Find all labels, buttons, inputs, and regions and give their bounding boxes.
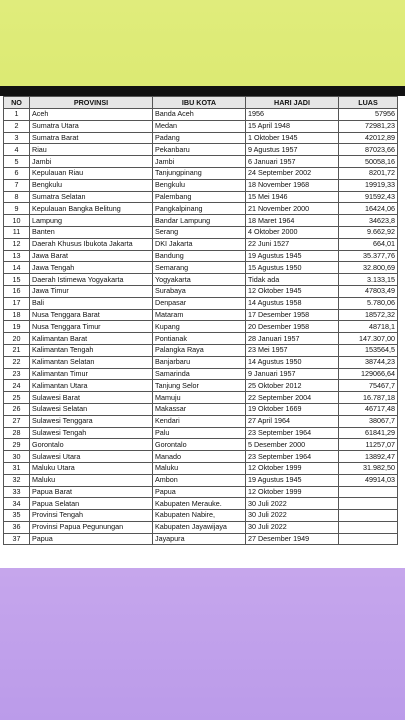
cell-hari-jadi: 19 Agustus 1945 xyxy=(246,250,339,262)
cell-provinsi: Kalimantan Selatan xyxy=(30,356,153,368)
cell-no: 3 xyxy=(4,132,30,144)
table-row xyxy=(4,203,398,215)
cell-luas: 129066,64 xyxy=(339,368,398,380)
table-row xyxy=(4,167,398,179)
cell-hari-jadi: 12 Oktober 1999 xyxy=(246,462,339,474)
table-row xyxy=(4,226,398,238)
cell-provinsi: Jawa Tengah xyxy=(30,262,153,274)
cell-provinsi: Papua Barat xyxy=(30,486,153,498)
cell-hari-jadi: 1956 xyxy=(246,109,339,121)
cell-no: 24 xyxy=(4,380,30,392)
table-row xyxy=(4,521,398,533)
cell-luas: 9.662,92 xyxy=(339,226,398,238)
cell-ibu-kota: Maluku xyxy=(153,462,246,474)
cell-hari-jadi: 9 Januari 1957 xyxy=(246,368,339,380)
cell-provinsi: Kalimantan Tengah xyxy=(30,344,153,356)
table-row xyxy=(4,191,398,203)
table-row xyxy=(4,156,398,168)
cell-luas: 34623,8 xyxy=(339,215,398,227)
table-row xyxy=(4,462,398,474)
cell-no: 5 xyxy=(4,156,30,168)
top-color-band xyxy=(0,0,405,86)
table-row xyxy=(4,262,398,274)
cell-no: 7 xyxy=(4,179,30,191)
cell-ibu-kota: Makassar xyxy=(153,403,246,415)
cell-ibu-kota: Bandar Lampung xyxy=(153,215,246,227)
cell-luas: 19919,33 xyxy=(339,179,398,191)
cell-provinsi: Provinsi Tengah xyxy=(30,510,153,522)
cell-provinsi: Maluku xyxy=(30,474,153,486)
cell-provinsi: Banten xyxy=(30,226,153,238)
cell-hari-jadi: 15 Mei 1946 xyxy=(246,191,339,203)
cell-ibu-kota: Bengkulu xyxy=(153,179,246,191)
cell-provinsi: Sulawesi Selatan xyxy=(30,403,153,415)
cell-provinsi: Kalimantan Utara xyxy=(30,380,153,392)
table-row xyxy=(4,368,398,380)
table-row xyxy=(4,179,398,191)
table-row xyxy=(4,309,398,321)
cell-no: 35 xyxy=(4,510,30,522)
cell-ibu-kota: Medan xyxy=(153,120,246,132)
cell-hari-jadi: 27 Desember 1949 xyxy=(246,533,339,545)
cell-hari-jadi: 14 Agustus 1958 xyxy=(246,297,339,309)
cell-no: 1 xyxy=(4,109,30,121)
cell-hari-jadi: 25 Oktober 2012 xyxy=(246,380,339,392)
cell-ibu-kota: Kendari xyxy=(153,415,246,427)
cell-no: 33 xyxy=(4,486,30,498)
cell-ibu-kota: Mamuju xyxy=(153,392,246,404)
cell-no: 21 xyxy=(4,344,30,356)
cell-provinsi: Bengkulu xyxy=(30,179,153,191)
cell-provinsi: Kalimantan Barat xyxy=(30,333,153,345)
cell-ibu-kota: Pekanbaru xyxy=(153,144,246,156)
cell-luas: 664,01 xyxy=(339,238,398,250)
cell-ibu-kota: Palembang xyxy=(153,191,246,203)
cell-provinsi: Kepulauan Bangka Belitung xyxy=(30,203,153,215)
cell-no: 28 xyxy=(4,427,30,439)
cell-provinsi: Sumatra Barat xyxy=(30,132,153,144)
cell-hari-jadi: 28 Januari 1957 xyxy=(246,333,339,345)
cell-provinsi: Bali xyxy=(30,297,153,309)
cell-hari-jadi: 27 April 1964 xyxy=(246,415,339,427)
cell-luas: 13892,47 xyxy=(339,451,398,463)
cell-hari-jadi: Tidak ada xyxy=(246,274,339,286)
cell-ibu-kota: Serang xyxy=(153,226,246,238)
cell-ibu-kota: Tanjungpinang xyxy=(153,167,246,179)
top-dark-bar xyxy=(0,86,405,96)
cell-provinsi: Sumatra Utara xyxy=(30,120,153,132)
cell-ibu-kota: Jayapura xyxy=(153,533,246,545)
spreadsheet xyxy=(3,96,403,568)
table-row xyxy=(4,215,398,227)
cell-ibu-kota: Kupang xyxy=(153,321,246,333)
cell-luas: 46717,48 xyxy=(339,403,398,415)
cell-no: 14 xyxy=(4,262,30,274)
cell-luas xyxy=(339,486,398,498)
cell-ibu-kota: Pontianak xyxy=(153,333,246,345)
cell-hari-jadi: 22 September 2004 xyxy=(246,392,339,404)
cell-ibu-kota: Yogyakarta xyxy=(153,274,246,286)
table-row xyxy=(4,533,398,545)
cell-no: 26 xyxy=(4,403,30,415)
cell-provinsi: Jambi xyxy=(30,156,153,168)
cell-ibu-kota: Kabupaten Merauke. xyxy=(153,498,246,510)
cell-hari-jadi: 23 Mei 1957 xyxy=(246,344,339,356)
cell-luas: 75467,7 xyxy=(339,380,398,392)
cell-no: 11 xyxy=(4,226,30,238)
cell-no: 36 xyxy=(4,521,30,533)
cell-luas: 50058,16 xyxy=(339,156,398,168)
table-row xyxy=(4,474,398,486)
table-row xyxy=(4,498,398,510)
cell-ibu-kota: Papua xyxy=(153,486,246,498)
cell-hari-jadi: 17 Desember 1958 xyxy=(246,309,339,321)
cell-no: 23 xyxy=(4,368,30,380)
table-header-row xyxy=(4,97,398,109)
cell-provinsi: Maluku Utara xyxy=(30,462,153,474)
cell-ibu-kota: DKI Jakarta xyxy=(153,238,246,250)
cell-no: 12 xyxy=(4,238,30,250)
cell-luas: 147.307,00 xyxy=(339,333,398,345)
cell-ibu-kota: Gorontalo xyxy=(153,439,246,451)
cell-hari-jadi: 19 Agustus 1945 xyxy=(246,474,339,486)
cell-ibu-kota: Ambon xyxy=(153,474,246,486)
cell-no: 8 xyxy=(4,191,30,203)
header-ibu-kota: IBU KOTA xyxy=(153,97,246,109)
cell-hari-jadi: 6 Januari 1957 xyxy=(246,156,339,168)
cell-ibu-kota: Palu xyxy=(153,427,246,439)
table-row xyxy=(4,510,398,522)
cell-ibu-kota: Manado xyxy=(153,451,246,463)
table-row xyxy=(4,297,398,309)
cell-provinsi: Sulawesi Tenggara xyxy=(30,415,153,427)
cell-no: 27 xyxy=(4,415,30,427)
cell-no: 16 xyxy=(4,285,30,297)
cell-hari-jadi: 15 April 1948 xyxy=(246,120,339,132)
cell-hari-jadi: 5 Desember 2000 xyxy=(246,439,339,451)
cell-luas: 42012,89 xyxy=(339,132,398,144)
cell-provinsi: Papua Selatan xyxy=(30,498,153,510)
cell-hari-jadi: 1 Oktober 1945 xyxy=(246,132,339,144)
cell-ibu-kota: Denpasar xyxy=(153,297,246,309)
cell-luas: 31.982,50 xyxy=(339,462,398,474)
cell-luas xyxy=(339,533,398,545)
cell-ibu-kota: Semarang xyxy=(153,262,246,274)
cell-no: 9 xyxy=(4,203,30,215)
cell-provinsi: Gorontalo xyxy=(30,439,153,451)
cell-no: 22 xyxy=(4,356,30,368)
cell-ibu-kota: Banjarbaru xyxy=(153,356,246,368)
table-row xyxy=(4,451,398,463)
cell-provinsi: Kalimantan Timur xyxy=(30,368,153,380)
cell-provinsi: Daerah Istimewa Yogyakarta xyxy=(30,274,153,286)
cell-no: 34 xyxy=(4,498,30,510)
cell-hari-jadi: 4 Oktober 2000 xyxy=(246,226,339,238)
cell-luas: 5.780,06 xyxy=(339,297,398,309)
cell-ibu-kota: Bandung xyxy=(153,250,246,262)
cell-luas xyxy=(339,510,398,522)
cell-luas xyxy=(339,521,398,533)
cell-ibu-kota: Kabupaten Jayawijaya xyxy=(153,521,246,533)
table-row xyxy=(4,356,398,368)
cell-ibu-kota: Jambi xyxy=(153,156,246,168)
cell-provinsi: Aceh xyxy=(30,109,153,121)
cell-luas: 16424,06 xyxy=(339,203,398,215)
cell-luas: 87023,66 xyxy=(339,144,398,156)
cell-luas xyxy=(339,498,398,510)
cell-luas: 3.133,15 xyxy=(339,274,398,286)
table-row xyxy=(4,380,398,392)
cell-ibu-kota: Samarinda xyxy=(153,368,246,380)
header-no: NO xyxy=(4,97,30,109)
cell-provinsi: Jawa Barat xyxy=(30,250,153,262)
cell-provinsi: Kepulauan Riau xyxy=(30,167,153,179)
cell-luas: 49914,03 xyxy=(339,474,398,486)
cell-luas: 72981,23 xyxy=(339,120,398,132)
table-row xyxy=(4,439,398,451)
cell-hari-jadi: 19 Oktober 1669 xyxy=(246,403,339,415)
cell-hari-jadi: 15 Agustus 1950 xyxy=(246,262,339,274)
cell-no: 37 xyxy=(4,533,30,545)
cell-no: 29 xyxy=(4,439,30,451)
cell-provinsi: Papua xyxy=(30,533,153,545)
cell-hari-jadi: 12 Oktober 1945 xyxy=(246,285,339,297)
cell-no: 20 xyxy=(4,333,30,345)
cell-hari-jadi: 21 November 2000 xyxy=(246,203,339,215)
header-provinsi: PROVINSI xyxy=(30,97,153,109)
table-row xyxy=(4,109,398,121)
cell-ibu-kota: Kabupaten Nabire, xyxy=(153,510,246,522)
cell-luas: 32.800,69 xyxy=(339,262,398,274)
cell-no: 6 xyxy=(4,167,30,179)
cell-luas: 16.787,18 xyxy=(339,392,398,404)
cell-luas: 57956 xyxy=(339,109,398,121)
cell-hari-jadi: 12 Oktober 1999 xyxy=(246,486,339,498)
cell-provinsi: Jawa Timur xyxy=(30,285,153,297)
cell-no: 30 xyxy=(4,451,30,463)
cell-luas: 47803,49 xyxy=(339,285,398,297)
cell-luas: 48718,1 xyxy=(339,321,398,333)
table-row xyxy=(4,250,398,262)
cell-provinsi: Sulawesi Tengah xyxy=(30,427,153,439)
cell-hari-jadi: 20 Desember 1958 xyxy=(246,321,339,333)
table-row xyxy=(4,120,398,132)
cell-hari-jadi: 30 Juli 2022 xyxy=(246,521,339,533)
cell-no: 13 xyxy=(4,250,30,262)
cell-no: 18 xyxy=(4,309,30,321)
cell-ibu-kota: Banda Aceh xyxy=(153,109,246,121)
cell-no: 31 xyxy=(4,462,30,474)
bottom-color-band xyxy=(0,568,405,720)
table-row xyxy=(4,403,398,415)
cell-no: 19 xyxy=(4,321,30,333)
cell-luas: 38067,7 xyxy=(339,415,398,427)
table-row xyxy=(4,427,398,439)
table-row xyxy=(4,333,398,345)
cell-hari-jadi: 30 Juli 2022 xyxy=(246,510,339,522)
province-table xyxy=(3,96,398,545)
cell-hari-jadi: 14 Agustus 1950 xyxy=(246,356,339,368)
cell-provinsi: Lampung xyxy=(30,215,153,227)
cell-ibu-kota: Surabaya xyxy=(153,285,246,297)
cell-no: 4 xyxy=(4,144,30,156)
cell-hari-jadi: 18 November 1968 xyxy=(246,179,339,191)
cell-provinsi: Sumatra Selatan xyxy=(30,191,153,203)
cell-no: 17 xyxy=(4,297,30,309)
cell-no: 2 xyxy=(4,120,30,132)
cell-luas: 18572,32 xyxy=(339,309,398,321)
cell-ibu-kota: Tanjung Selor xyxy=(153,380,246,392)
cell-provinsi: Nusa Tenggara Timur xyxy=(30,321,153,333)
cell-hari-jadi: 30 Juli 2022 xyxy=(246,498,339,510)
cell-no: 15 xyxy=(4,274,30,286)
cell-luas: 35.377,76 xyxy=(339,250,398,262)
cell-luas: 11257,07 xyxy=(339,439,398,451)
table-body xyxy=(4,109,398,545)
cell-no: 32 xyxy=(4,474,30,486)
cell-luas: 8201,72 xyxy=(339,167,398,179)
cell-luas: 61841,29 xyxy=(339,427,398,439)
cell-ibu-kota: Mataram xyxy=(153,309,246,321)
cell-provinsi: Riau xyxy=(30,144,153,156)
cell-hari-jadi: 23 September 1964 xyxy=(246,451,339,463)
cell-hari-jadi: 23 September 1964 xyxy=(246,427,339,439)
cell-ibu-kota: Pangkalpinang xyxy=(153,203,246,215)
cell-provinsi: Sulawesi Utara xyxy=(30,451,153,463)
header-hari-jadi: HARI JADI xyxy=(246,97,339,109)
table-row xyxy=(4,344,398,356)
table-row xyxy=(4,285,398,297)
cell-provinsi: Sulawesi Barat xyxy=(30,392,153,404)
cell-hari-jadi: 18 Maret 1964 xyxy=(246,215,339,227)
table-row xyxy=(4,274,398,286)
table-row xyxy=(4,486,398,498)
cell-ibu-kota: Padang xyxy=(153,132,246,144)
cell-provinsi: Nusa Tenggara Barat xyxy=(30,309,153,321)
cell-luas: 38744,23 xyxy=(339,356,398,368)
cell-hari-jadi: 22 Juni 1527 xyxy=(246,238,339,250)
cell-luas: 153564,5 xyxy=(339,344,398,356)
cell-ibu-kota: Palangka Raya xyxy=(153,344,246,356)
cell-provinsi: Provinsi Papua Pegunungan xyxy=(30,521,153,533)
table-row xyxy=(4,132,398,144)
table-row xyxy=(4,392,398,404)
table-row xyxy=(4,415,398,427)
table-row xyxy=(4,144,398,156)
table-row xyxy=(4,321,398,333)
cell-no: 10 xyxy=(4,215,30,227)
header-luas: LUAS xyxy=(339,97,398,109)
cell-no: 25 xyxy=(4,392,30,404)
cell-hari-jadi: 9 Agustus 1957 xyxy=(246,144,339,156)
table-row xyxy=(4,238,398,250)
cell-luas: 91592,43 xyxy=(339,191,398,203)
cell-provinsi: Daerah Khusus Ibukota Jakarta xyxy=(30,238,153,250)
cell-hari-jadi: 24 September 2002 xyxy=(246,167,339,179)
